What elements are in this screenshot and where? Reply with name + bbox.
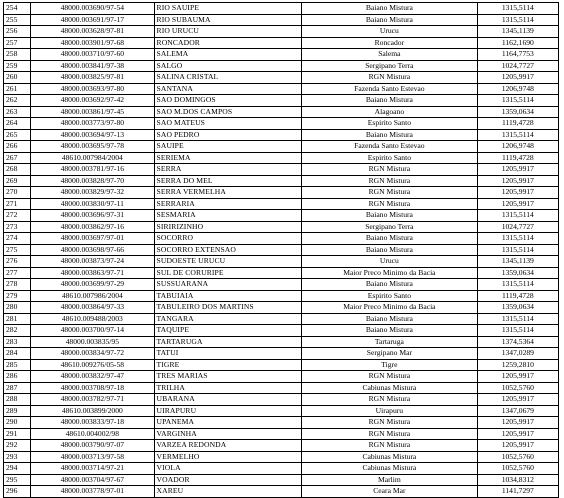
minimum-price-cell: 1315,5114 (477, 244, 558, 256)
reference-oil-cell: Sergipano Mar (302, 348, 478, 360)
table-row (4, 106, 559, 118)
minimum-price-cell: 1141,7297 (477, 486, 558, 498)
minimum-price-cell: 1315,5114 (477, 3, 558, 15)
row-number-cell: 265 (4, 129, 31, 141)
row-number-cell: 256 (4, 26, 31, 38)
minimum-price-cell: 1052,5760 (477, 451, 558, 463)
table-row (4, 164, 559, 176)
table-row (4, 440, 559, 452)
reference-oil-cell: Urucu (302, 256, 478, 268)
process-number-cell: 48610.003899/2000 (31, 405, 154, 417)
process-number-cell: 48000.003864/97-33 (31, 302, 154, 314)
process-number-cell: 48610.004002/98 (31, 428, 154, 440)
minimum-price-cell: 1205,9917 (477, 428, 558, 440)
field-name-cell: SOCORRO EXTENSAO (154, 244, 302, 256)
field-name-cell: SALEMA (154, 49, 302, 61)
row-number-cell: 269 (4, 175, 31, 187)
reference-oil-cell: Fazenda Santo Estevao (302, 83, 478, 95)
minimum-price-cell: 1315,5114 (477, 279, 558, 291)
table-row (4, 49, 559, 61)
table-row (4, 95, 559, 107)
table-row (4, 451, 559, 463)
process-number-cell: 48000.003861/97-45 (31, 106, 154, 118)
minimum-price-cell: 1119,4728 (477, 118, 558, 130)
minimum-price-cell: 1205,9917 (477, 72, 558, 84)
row-number-cell: 272 (4, 210, 31, 222)
process-number-cell: 48000.003690/97-54 (31, 3, 154, 15)
process-number-cell: 48000.003833/97-18 (31, 417, 154, 429)
row-number-cell: 284 (4, 348, 31, 360)
field-name-cell: TABULEIRO DOS MARTINS (154, 302, 302, 314)
row-number-cell: 276 (4, 256, 31, 268)
minimum-price-cell: 1206,9748 (477, 141, 558, 153)
row-number-cell: 280 (4, 302, 31, 314)
table-row (4, 60, 559, 72)
table-row (4, 313, 559, 325)
table-row (4, 405, 559, 417)
row-number-cell: 266 (4, 141, 31, 153)
table-row (4, 3, 559, 15)
field-name-cell: SOCORRO (154, 233, 302, 245)
process-number-cell: 48610.007984/2004 (31, 152, 154, 164)
row-number-cell: 277 (4, 267, 31, 279)
reference-oil-cell: Baiano Mistura (302, 279, 478, 291)
process-number-cell: 48000.003710/97-60 (31, 49, 154, 61)
table-row (4, 175, 559, 187)
process-number-cell: 48000.003829/97-32 (31, 187, 154, 199)
reference-oil-cell: RGN Mistura (302, 428, 478, 440)
process-number-cell: 48000.003841/97-38 (31, 60, 154, 72)
field-name-cell: SERRA (154, 164, 302, 176)
reference-oil-cell: Fazenda Santo Estevao (302, 141, 478, 153)
row-number-cell: 292 (4, 440, 31, 452)
minimum-price-cell: 1164,7753 (477, 49, 558, 61)
field-name-cell: VOADOR (154, 474, 302, 486)
process-number-cell: 48000.003714/97-21 (31, 463, 154, 475)
field-name-cell: SAO MATEUS (154, 118, 302, 130)
field-name-cell: SERRA VERMELHA (154, 187, 302, 199)
table-row (4, 279, 559, 291)
table-row (4, 118, 559, 130)
minimum-price-cell: 1162,1690 (477, 37, 558, 49)
table-row (4, 37, 559, 49)
table-row (4, 129, 559, 141)
row-number-cell: 267 (4, 152, 31, 164)
process-number-cell: 48000.003825/97-81 (31, 72, 154, 84)
reference-oil-cell: RGN Mistura (302, 164, 478, 176)
field-name-cell: TIGRE (154, 359, 302, 371)
reference-oil-cell: Espirito Santo (302, 118, 478, 130)
process-number-cell: 48000.003790/97-07 (31, 440, 154, 452)
table-row (4, 463, 559, 475)
row-number-cell: 286 (4, 371, 31, 383)
field-name-cell: SUSSUARANA (154, 279, 302, 291)
process-number-cell: 48000.003692/97-42 (31, 95, 154, 107)
process-number-cell: 48000.003781/97-16 (31, 164, 154, 176)
row-number-cell: 275 (4, 244, 31, 256)
row-number-cell: 289 (4, 405, 31, 417)
row-number-cell: 285 (4, 359, 31, 371)
minimum-price-cell: 1259,2810 (477, 359, 558, 371)
row-number-cell: 288 (4, 394, 31, 406)
row-number-cell: 264 (4, 118, 31, 130)
field-name-cell: VARGINHA (154, 428, 302, 440)
process-number-cell: 48000.003713/97-58 (31, 451, 154, 463)
reference-oil-cell: Maior Preco Minimo da Bacia (302, 267, 478, 279)
process-number-cell: 48000.003901/97-68 (31, 37, 154, 49)
table-row (4, 141, 559, 153)
reference-oil-cell: Baiano Mistura (302, 3, 478, 15)
minimum-price-cell: 1374,5364 (477, 336, 558, 348)
process-number-cell: 48000.003773/97-80 (31, 118, 154, 130)
reference-oil-cell: Sergipano Terra (302, 221, 478, 233)
row-number-cell: 290 (4, 417, 31, 429)
reference-oil-cell: Cabiunas Mistura (302, 463, 478, 475)
field-name-cell: RIO URUCU (154, 26, 302, 38)
table-row (4, 198, 559, 210)
field-name-cell: VIOLA (154, 463, 302, 475)
minimum-price-cell: 1119,4728 (477, 290, 558, 302)
minimum-price-cell: 1206,9748 (477, 83, 558, 95)
row-number-cell: 268 (4, 164, 31, 176)
field-name-cell: UBARANA (154, 394, 302, 406)
minimum-price-cell: 1205,9917 (477, 175, 558, 187)
process-number-cell: 48000.003832/97-47 (31, 371, 154, 383)
row-number-cell: 279 (4, 290, 31, 302)
process-number-cell: 48000.003694/97-13 (31, 129, 154, 141)
minimum-price-cell: 1315,5114 (477, 95, 558, 107)
minimum-price-cell: 1315,5114 (477, 129, 558, 141)
row-number-cell: 260 (4, 72, 31, 84)
reference-oil-cell: Baiano Mistura (302, 313, 478, 325)
minimum-price-cell: 1205,9917 (477, 394, 558, 406)
minimum-price-cell: 1052,5760 (477, 382, 558, 394)
row-number-cell: 295 (4, 474, 31, 486)
row-number-cell: 270 (4, 187, 31, 199)
field-name-cell: SALGO (154, 60, 302, 72)
field-name-cell: UIRAPURU (154, 405, 302, 417)
table-row (4, 428, 559, 440)
table-row (4, 486, 559, 498)
table-row (4, 336, 559, 348)
row-number-cell: 274 (4, 233, 31, 245)
reference-oil-cell: Baiano Mistura (302, 233, 478, 245)
row-number-cell: 293 (4, 451, 31, 463)
field-name-cell: TARTARUGA (154, 336, 302, 348)
row-number-cell: 258 (4, 49, 31, 61)
process-number-cell: 48000.003863/97-71 (31, 267, 154, 279)
table-row (4, 359, 559, 371)
minimum-price-cell: 1347,0289 (477, 348, 558, 360)
reference-oil-cell: Tartaruga (302, 336, 478, 348)
field-name-cell: VERMELHO (154, 451, 302, 463)
row-number-cell: 294 (4, 463, 31, 475)
minimum-price-cell: 1205,9917 (477, 371, 558, 383)
field-name-cell: TANGARA (154, 313, 302, 325)
minimum-price-cell: 1345,1139 (477, 26, 558, 38)
process-number-cell: 48000.003708/97-18 (31, 382, 154, 394)
process-number-cell: 48000.003695/97-78 (31, 141, 154, 153)
table-row (4, 233, 559, 245)
reference-oil-cell: RGN Mistura (302, 440, 478, 452)
field-name-cell: XAREU (154, 486, 302, 498)
reference-oil-cell: Maior Preco Minimo da Bacia (302, 302, 478, 314)
process-number-cell: 48000.003704/97-67 (31, 474, 154, 486)
process-number-cell: 48000.003628/97-81 (31, 26, 154, 38)
minimum-price-cell: 1359,0634 (477, 267, 558, 279)
minimum-price-cell: 1205,9917 (477, 164, 558, 176)
field-name-cell: TABUIAIA (154, 290, 302, 302)
table-row (4, 83, 559, 95)
field-name-cell: SAO M.DOS CAMPOS (154, 106, 302, 118)
row-number-cell: 259 (4, 60, 31, 72)
process-number-cell: 48610.007986/2004 (31, 290, 154, 302)
reference-oil-cell: Espirito Santo (302, 152, 478, 164)
table-row (4, 302, 559, 314)
reference-oil-cell: Baiano Mistura (302, 325, 478, 337)
process-number-cell: 48000.003828/97-70 (31, 175, 154, 187)
row-number-cell: 263 (4, 106, 31, 118)
reference-oil-cell: Alagoano (302, 106, 478, 118)
process-number-cell: 48000.003782/97-71 (31, 394, 154, 406)
row-number-cell: 257 (4, 37, 31, 49)
process-number-cell: 48000.003699/97-29 (31, 279, 154, 291)
row-number-cell: 271 (4, 198, 31, 210)
process-number-cell: 48000.003693/97-80 (31, 83, 154, 95)
process-number-cell: 48000.003696/97-31 (31, 210, 154, 222)
field-name-cell: TATUI (154, 348, 302, 360)
table-row (4, 382, 559, 394)
field-name-cell: TAQUIPE (154, 325, 302, 337)
process-number-cell: 48610.009276/05-58 (31, 359, 154, 371)
table-row (4, 187, 559, 199)
row-number-cell: 281 (4, 313, 31, 325)
reference-oil-cell: Tigre (302, 359, 478, 371)
minimum-price-cell: 1052,5760 (477, 463, 558, 475)
reference-oil-cell: Baiano Mistura (302, 129, 478, 141)
field-name-cell: SAUIPE (154, 141, 302, 153)
reference-oil-cell: Baiano Mistura (302, 244, 478, 256)
row-number-cell: 255 (4, 14, 31, 26)
table-row (4, 394, 559, 406)
reference-oil-cell: Uirapuru (302, 405, 478, 417)
reference-oil-cell: Roncador (302, 37, 478, 49)
reference-oil-cell: Espirito Santo (302, 290, 478, 302)
field-name-cell: RIO SUBAUMA (154, 14, 302, 26)
minimum-price-cell: 1315,5114 (477, 313, 558, 325)
minimum-price-cell: 1359,0634 (477, 302, 558, 314)
field-name-cell: SERRARIA (154, 198, 302, 210)
process-number-cell: 48000.003830/97-11 (31, 198, 154, 210)
minimum-price-cell: 1205,9917 (477, 440, 558, 452)
reference-oil-cell: Ceara Mar (302, 486, 478, 498)
table-row (4, 256, 559, 268)
process-number-cell: 48000.003700/97-14 (31, 325, 154, 337)
minimum-price-cell: 1345,1139 (477, 256, 558, 268)
minimum-price-cell: 1359,0634 (477, 106, 558, 118)
minimum-price-cell: 1205,9917 (477, 187, 558, 199)
row-number-cell: 261 (4, 83, 31, 95)
minimum-price-cell: 1315,5114 (477, 325, 558, 337)
document-sheet (3, 2, 559, 498)
table-row (4, 26, 559, 38)
process-number-cell: 48000.003834/97-72 (31, 348, 154, 360)
field-name-cell: SIRIRIZINHO (154, 221, 302, 233)
minimum-price-cell: 1205,9917 (477, 417, 558, 429)
field-name-cell: RIO SAUIPE (154, 3, 302, 15)
reference-oil-cell: Baiano Mistura (302, 14, 478, 26)
process-number-cell: 48610.009488/2003 (31, 313, 154, 325)
minimum-price-cell: 1119,4728 (477, 152, 558, 164)
minimum-price-cell: 1315,5114 (477, 210, 558, 222)
row-number-cell: 287 (4, 382, 31, 394)
row-number-cell: 283 (4, 336, 31, 348)
table-row (4, 152, 559, 164)
row-number-cell: 254 (4, 3, 31, 15)
table-row (4, 474, 559, 486)
field-name-cell: SUL DE CORURIPE (154, 267, 302, 279)
process-number-cell: 48000.003698/97-66 (31, 244, 154, 256)
minimum-price-cell: 1205,9917 (477, 198, 558, 210)
process-number-cell: 48000.003697/97-01 (31, 233, 154, 245)
reference-oil-cell: Cabiunas Mistura (302, 382, 478, 394)
table-row (4, 417, 559, 429)
process-number-cell: 48000.003835/95 (31, 336, 154, 348)
field-name-cell: TRES MARIAS (154, 371, 302, 383)
table-row (4, 348, 559, 360)
process-number-cell: 48000.003873/97-24 (31, 256, 154, 268)
table-row (4, 244, 559, 256)
field-name-cell: SERRA DO MEL (154, 175, 302, 187)
process-number-cell: 48000.003862/97-16 (31, 221, 154, 233)
table-row (4, 371, 559, 383)
process-number-cell: 48000.003691/97-17 (31, 14, 154, 26)
field-name-cell: SERIEMA (154, 152, 302, 164)
reference-oil-cell: RGN Mistura (302, 72, 478, 84)
reference-oil-cell: RGN Mistura (302, 417, 478, 429)
field-name-cell: VARZEA REDONDA (154, 440, 302, 452)
process-number-cell: 48000.003778/97-01 (31, 486, 154, 498)
reference-oil-cell: RGN Mistura (302, 371, 478, 383)
table-row (4, 72, 559, 84)
reference-oil-cell: RGN Mistura (302, 175, 478, 187)
minimum-price-cell: 1024,7727 (477, 60, 558, 72)
field-name-cell: SALINA CRISTAL (154, 72, 302, 84)
table-row (4, 210, 559, 222)
price-table-body (4, 3, 559, 498)
reference-oil-cell: Cabiunas Mistura (302, 451, 478, 463)
minimum-price-cell: 1315,5114 (477, 233, 558, 245)
minimum-price-cell: 1024,7727 (477, 221, 558, 233)
price-table (3, 2, 559, 498)
table-row (4, 221, 559, 233)
field-name-cell: SANTANA (154, 83, 302, 95)
row-number-cell: 262 (4, 95, 31, 107)
reference-oil-cell: RGN Mistura (302, 198, 478, 210)
table-row (4, 267, 559, 279)
reference-oil-cell: Baiano Mistura (302, 210, 478, 222)
field-name-cell: SAO PEDRO (154, 129, 302, 141)
reference-oil-cell: Marlim (302, 474, 478, 486)
reference-oil-cell: Baiano Mistura (302, 95, 478, 107)
field-name-cell: SAO DOMINGOS (154, 95, 302, 107)
row-number-cell: 273 (4, 221, 31, 233)
row-number-cell: 296 (4, 486, 31, 498)
table-row (4, 14, 559, 26)
minimum-price-cell: 1034,8312 (477, 474, 558, 486)
reference-oil-cell: RGN Mistura (302, 187, 478, 199)
reference-oil-cell: Salema (302, 49, 478, 61)
field-name-cell: SUDOESTE URUCU (154, 256, 302, 268)
field-name-cell: UPANEMA (154, 417, 302, 429)
minimum-price-cell: 1347,0679 (477, 405, 558, 417)
field-name-cell: RONCADOR (154, 37, 302, 49)
row-number-cell: 278 (4, 279, 31, 291)
reference-oil-cell: Urucu (302, 26, 478, 38)
row-number-cell: 291 (4, 428, 31, 440)
minimum-price-cell: 1315,5114 (477, 14, 558, 26)
reference-oil-cell: Sergipano Terra (302, 60, 478, 72)
table-row (4, 325, 559, 337)
field-name-cell: SESMARIA (154, 210, 302, 222)
table-row (4, 290, 559, 302)
reference-oil-cell: RGN Mistura (302, 394, 478, 406)
field-name-cell: TRILHA (154, 382, 302, 394)
row-number-cell: 282 (4, 325, 31, 337)
